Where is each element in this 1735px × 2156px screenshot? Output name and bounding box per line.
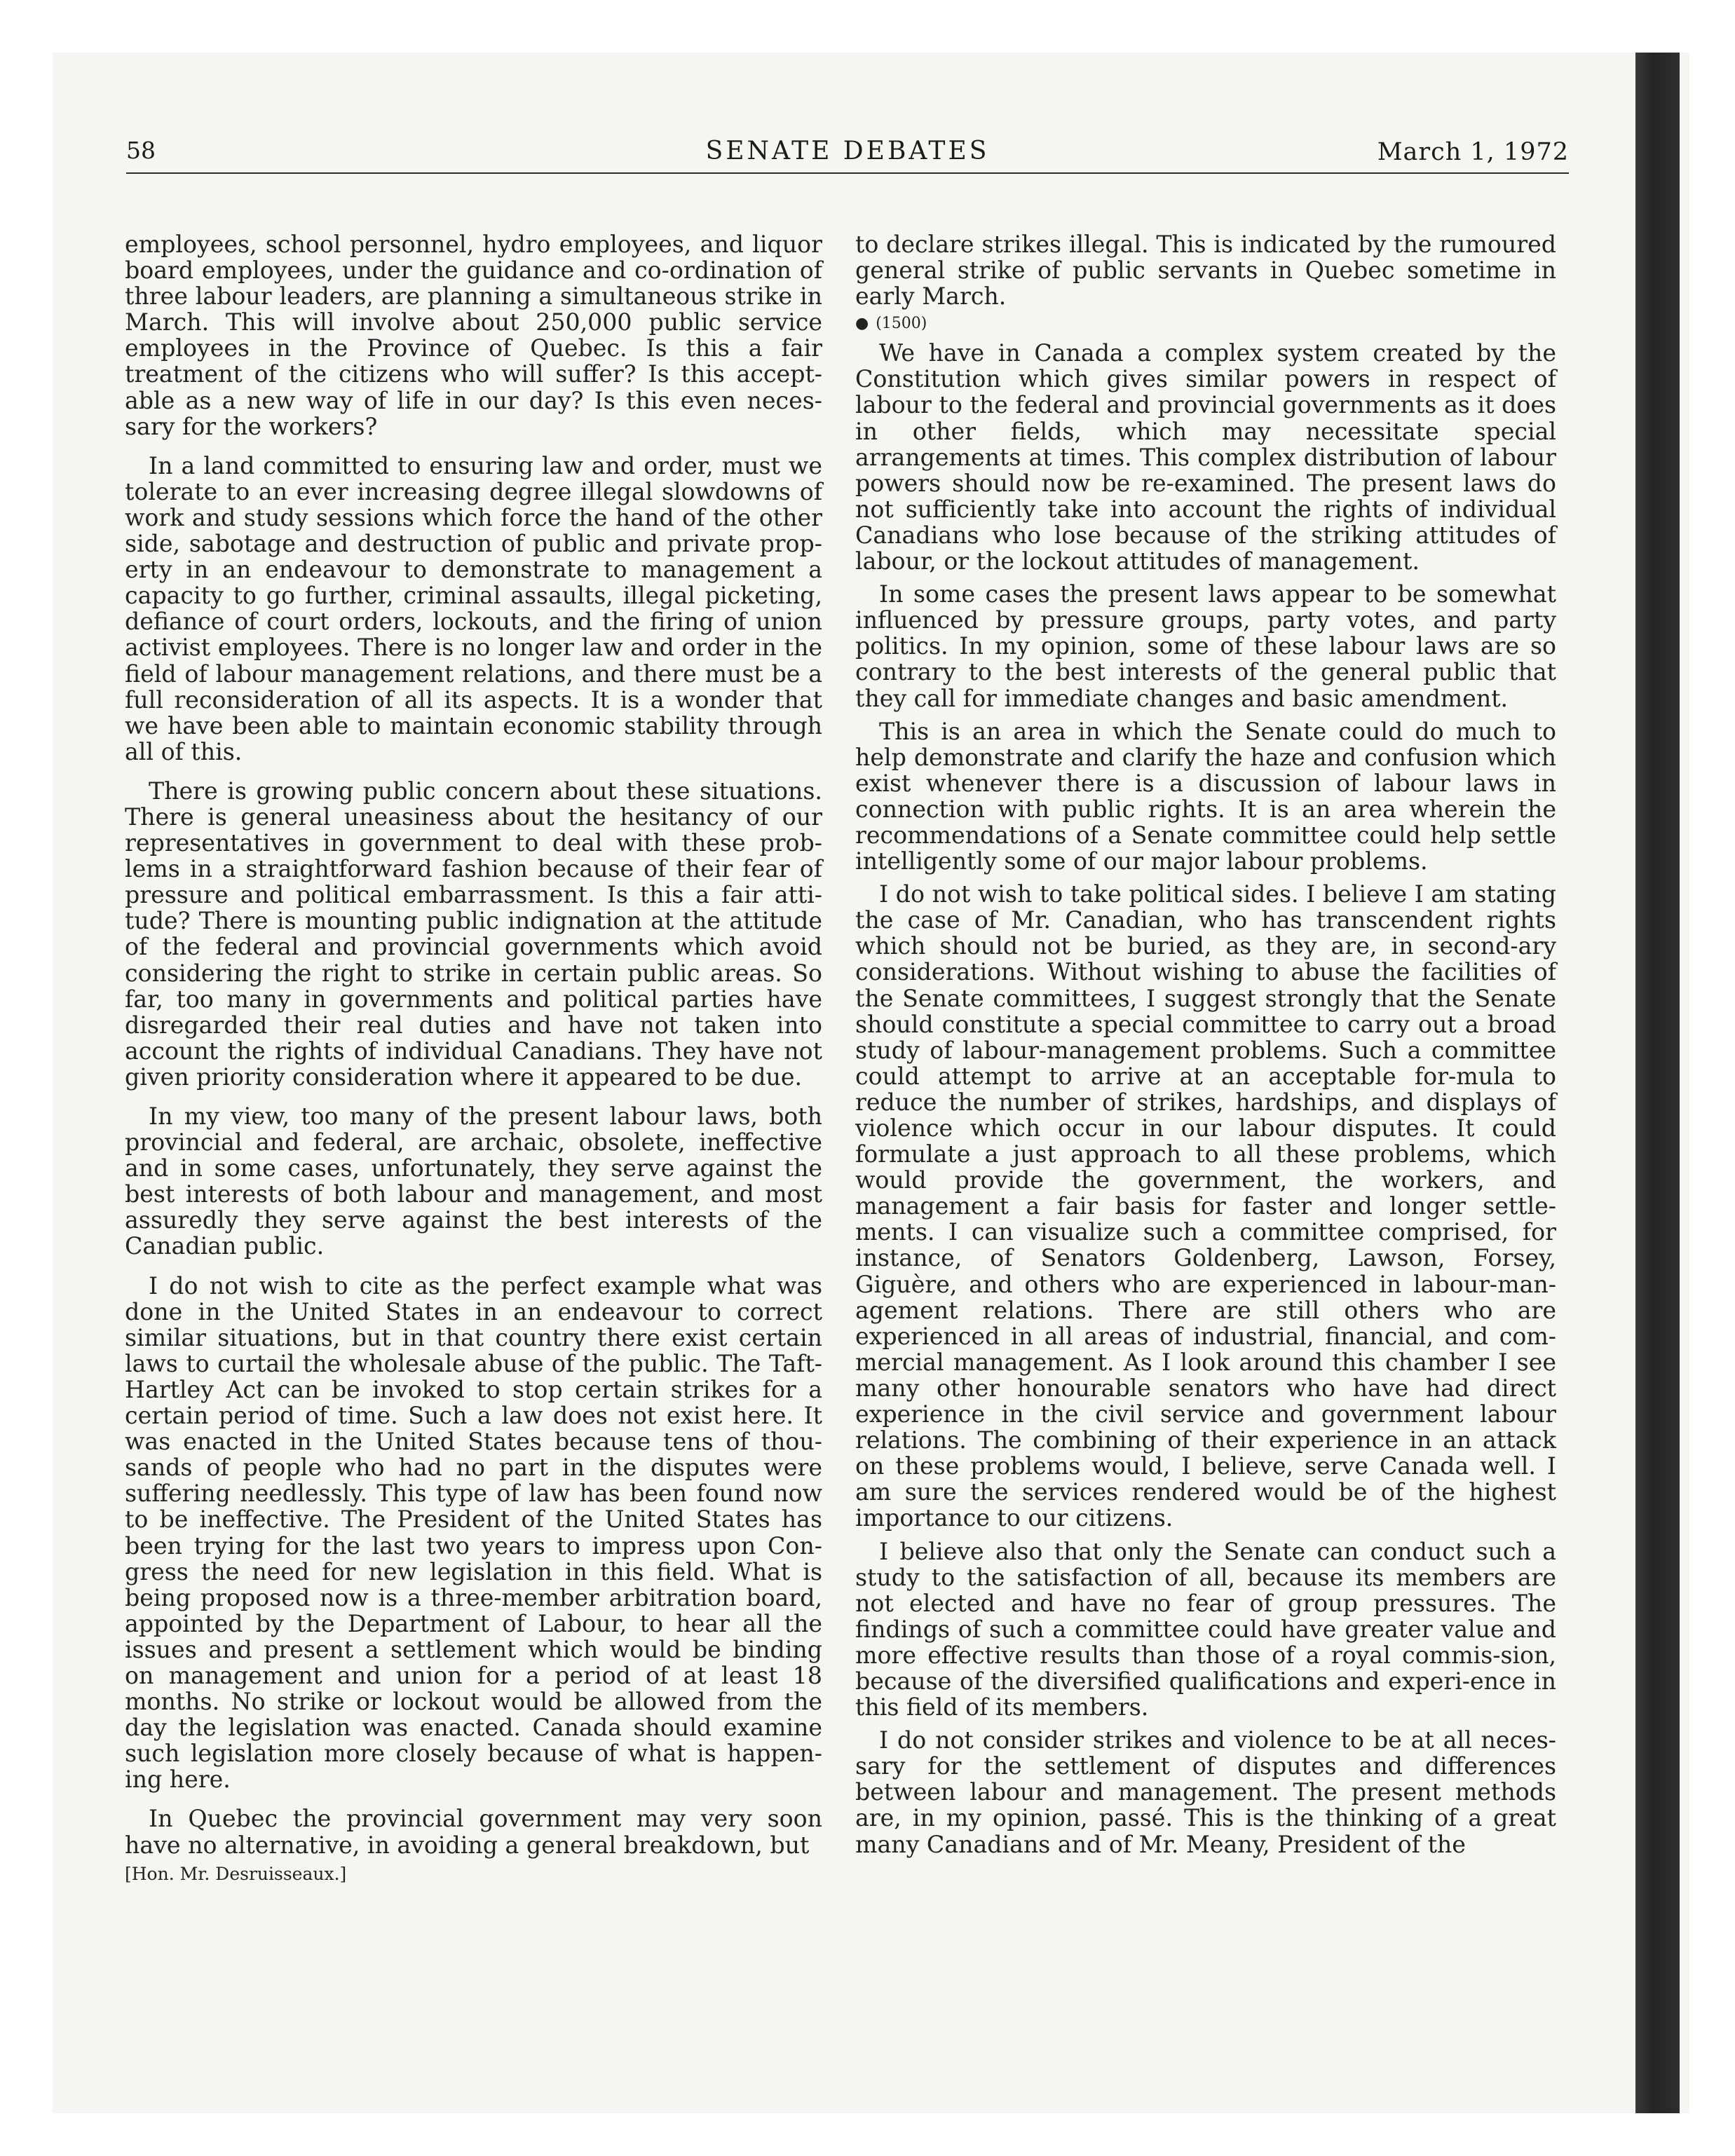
paragraph: I do not consider strikes and violence to be at all neces-sary for the settlement of disputes and differences between labour and management. The present methods are, in my opinion, passé. This is the thinking of a great many Canadians and of Mr. Meany, President of the (855, 1726, 1556, 1858)
paragraph: I do not wish to cite as the perfect example what was done in the United States in an endeavour to correct similar situations, but in that country there exist certain laws to curtail the wholesale abuse of the public. The Taft-Hartley Act can be invoked to stop certain strikes for a certain period of time. Such a law does not exist here. It was enacted in the United States because tens of thou-sands of people who had no part in the disputes were suffering needlessly. This type of law has been found now to be ineffective. The President of the United States has been trying for the last two years to impress upon Con-gress the need for new legislation in this field. What is being proposed now is a three-member arbitration board, appointed by the Department of Labour, to hear all the issues and present a settlement which would be binding on management and union for a period of at least 18 months. No strike or lockout would be allowed from the day the legislation was enacted. Canada should examine such legislation more closely because of what is happen-ing here. (125, 1271, 822, 1794)
paragraph: to declare strikes illegal. This is indicated by the rumoured general strike of public servants in Quebec sometime in early March. (855, 231, 1556, 311)
page-binding-edge (1635, 53, 1680, 2113)
header-rule (126, 172, 1569, 174)
left-column (125, 231, 822, 1886)
paragraph: In Quebec the provincial government may very soon have no alternative, in avoiding a general breakdown, but (125, 1805, 822, 1859)
sitting-date: March 1, 1972 (1377, 138, 1569, 166)
paragraph: We have in Canada a complex system created by the Constitution which gives similar powers in respect of labour to the federal and provincial governments as it does in other fields, which may necessitate special arrangements at times. This complex distribution of labour powers should now be re-examined. The present laws do not sufficiently take into account the rights of individual Canadians who lose because of the striking attitudes of labour, or the lockout attitudes of management. (855, 339, 1556, 575)
speaker-attribution: [Hon. Mr. Desruisseaux.] (125, 1863, 347, 1884)
time-marker-label: (1500) (876, 315, 927, 333)
right-column (855, 231, 1556, 1857)
paragraph: employees, school personnel, hydro employees, and liquor board employees, under the guidance and co-ordination of three labour leaders, are planning a simultaneous strike in March. This will involve about 250,000 public service employees in the Province of Quebec. Is this a fair treatment of the citizens who will suffer? Is this accept-able as a new way of life in our day? Is this even neces-sary for the workers? (125, 231, 822, 440)
publication-title: SENATE DEBATES (705, 137, 990, 165)
paragraph: This is an area in which the Senate could do much to help demonstrate and clarify the haze and confusion which exist whenever there is a discussion of labour laws in connection with public rights. It is an area wherein the recommendations of a Senate committee could help settle intelligently some of our major labour problems. (855, 717, 1556, 875)
paragraph: There is growing public concern about these situations. There is general uneasiness about the hesitancy of our representatives in government to deal with these prob-lems in a straightforward fashion because of their fear of pressure and political embarrassment. Is this a fair atti-tude? There is mounting public indignation at the attitude of the federal and provincial governments which avoid considering the right to strike in certain public areas. So far, too many in governments and political parties have disregarded their real duties and have not taken into account the rights of individual Canadians. They have not given priority consideration where it appeared to be due. (125, 777, 822, 1091)
paragraph: I believe also that only the Senate can conduct such a study to the satisfaction of all, because its members are not elected and have no fear of group pressures. The findings of such a committee could have greater value and more effective results than those of a royal commis-sion, because of the diversified qualifications and experi-ence in this field of its members. (855, 1537, 1556, 1721)
paragraph: In some cases the present laws appear to be somewhat influenced by pressure groups, party votes, and party politics. In my opinion, some of these labour laws are so contrary to the best interests of the general public that they call for immediate changes and basic amendment. (855, 580, 1556, 712)
bullet-icon: ● (855, 315, 869, 333)
paragraph: In a land committed to ensuring law and order, must we tolerate to an ever increasing degree illegal slowdowns of work and study sessions which force the hand of the other side, sabotage and destruction of public and private prop-erty in an endeavour to demonstrate to management a capacity to go further, criminal assaults, illegal picketing, defiance of court orders, lockouts, and the firing of union activist employees. There is no longer law and order in the field of labour management relations, and there must be a full reconsideration of all its aspects. It is a wonder that we have been able to maintain economic stability through all of this. (125, 451, 822, 765)
time-marker (855, 312, 1556, 336)
paragraph: In my view, too many of the present labour laws, both provincial and federal, are archaic, obsolete, ineffective and in some cases, unfortunately, they serve against the best interests of both labour and management, and most assuredly they serve against the best interests of the Canadian public. (125, 1103, 822, 1260)
page-number: 58 (126, 137, 156, 164)
running-head (126, 137, 1569, 172)
paragraph: I do not wish to take political sides. I believe I am stating the case of Mr. Canadian, who has transcendent rights which should not be buried, as they are, in second-ary considerations. Without wishing to abuse the facilities of the Senate committees, I suggest strongly that the Senate should constitute a special committee to carry out a broad study of labour-management problems. Such a committee could attempt to arrive at an acceptable for-mula to reduce the number of strikes, hardships, and displays of violence which occur in our labour disputes. It could formulate a just approach to all these problems, which would provide the government, the workers, and management a fair basis for faster and longer settle-ments. I can visualize such a committee comprised, for instance, of Senators Goldenberg, Lawson, Forsey, Giguère, and others who are experienced in labour-man-agement relations. There are still others who are experienced in all areas of industrial, financial, and com-mercial management. As I look around this chamber I see many other honourable senators who have had direct experience in the civil service and government labour relations. The combining of their experience in an attack on these problems would, I believe, serve Canada well. I am sure the services rendered would be of the highest importance to our citizens. (855, 880, 1556, 1532)
